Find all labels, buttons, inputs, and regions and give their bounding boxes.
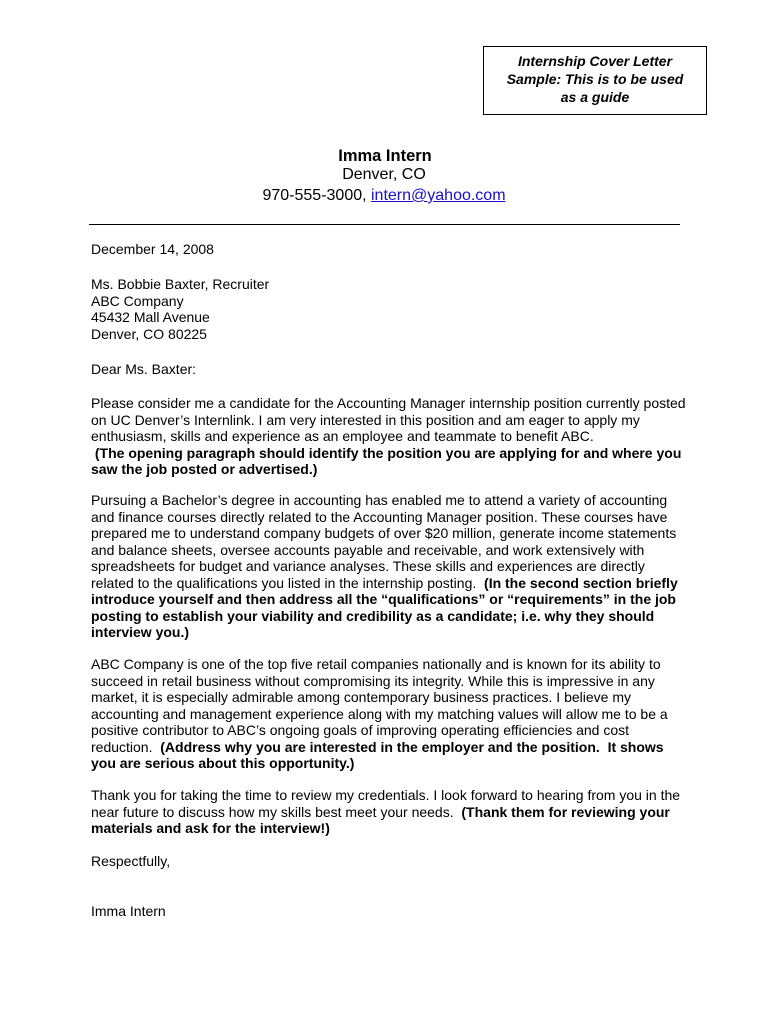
address-line: 45432 Mall Avenue <box>91 309 210 325</box>
paragraph-line: Pursuing a Bachelor’s degree in accounting has enabled me to attend a variety of accounting <box>91 492 668 508</box>
guidance-segment: (Thank them for reviewing your <box>461 803 670 820</box>
guidance-line: introduce yourself and then address all the “qualifications” or “requirements” in the job <box>91 591 676 607</box>
sender-name: Imma Intern <box>338 147 432 165</box>
plain-segment: reduction. <box>91 738 161 755</box>
paragraph-mixed-line <box>91 804 691 821</box>
paragraph-line: and finance courses directly related to the Accounting Manager position. These courses have <box>91 508 668 525</box>
letter-closing: Respectfully, <box>91 853 171 869</box>
guidance-segment: (Address why you are interested in the employer and the position. It shows <box>160 738 664 755</box>
paragraph-employer-interest <box>91 656 691 772</box>
letter-signature: Imma Intern <box>91 903 166 919</box>
guide-note-box <box>483 46 707 115</box>
paragraph-opening <box>91 395 691 478</box>
paragraph-line: market, it is especially admirable among contemporary business practices. I believe my <box>91 689 632 705</box>
paragraph-qualifications <box>91 492 691 641</box>
paragraph-line: positive contributor to ABC’s ongoing goals of improving operating efficiencies and cost <box>91 722 630 738</box>
guidance-line: you are serious about this opportunity.) <box>91 755 355 771</box>
paragraph-mixed-line <box>91 575 691 592</box>
recipient-address <box>91 276 691 342</box>
address-line: Ms. Bobbie Baxter, Recruiter <box>91 276 270 292</box>
sender-contact <box>0 187 768 205</box>
address-line: ABC Company <box>91 292 184 309</box>
paragraph-line: ABC Company is one of the top five retail companies nationally and is known for its ability to <box>91 656 661 672</box>
paragraph-line: enthusiasm, skills and experience as an employee and teammate to benefit ABC. <box>91 428 594 444</box>
paragraph-line: accounting and management experience along with my matching values will allow me to be a <box>91 705 668 722</box>
paragraph-line: and balance sheets, oversee accounts payable and receivable, and work extensively with <box>91 541 645 558</box>
paragraph-line: Please consider me a candidate for the Accounting Manager internship position currently posted <box>91 395 686 411</box>
guidance-line: materials and ask for the interview!) <box>91 820 330 836</box>
guidance-line: (The opening paragraph should identify the position you are applying for and where you <box>91 444 682 461</box>
plain-segment: related to the qualifications you listed in the internship posting. <box>91 574 485 591</box>
plain-segment: near future to discuss how my skills best meet your needs. <box>91 803 462 820</box>
paragraph-line: succeed in retail business without compromising its integrity. While this is impressive in any <box>91 672 655 689</box>
header-divider <box>89 224 680 225</box>
guidance-segment: (In the second section briefly <box>484 574 678 591</box>
guidance-line: interview you.) <box>91 624 190 640</box>
paragraph-line: Thank you for taking the time to review my credentials. I look forward to hearing from you in the <box>91 787 681 803</box>
sender-city: Denver, CO <box>342 166 426 183</box>
sender-email-link[interactable]: intern@yahoo.com <box>371 187 506 204</box>
guide-note-line-1: Internship Cover Letter <box>517 53 673 69</box>
guidance-line: posting to establish your viability and credibility as a candidate; i.e. why they should <box>91 607 655 624</box>
paragraph-line: prepared me to understand company budgets of over $20 million, generate income statements <box>91 525 677 541</box>
paragraph-mixed-line <box>91 739 691 756</box>
guidance-line: saw the job posted or advertised.) <box>91 461 318 477</box>
guide-note-line-2: Sample: This is to be used <box>506 71 684 87</box>
paragraph-thank-you <box>91 787 691 837</box>
address-line: Denver, CO 80225 <box>91 325 207 342</box>
letter-greeting: Dear Ms. Baxter: <box>91 361 197 377</box>
letter-date: December 14, 2008 <box>91 241 214 257</box>
guide-note-line-3: as a guide <box>560 89 630 105</box>
paragraph-line: spreadsheets for budget and variance analyses. These skills and experiences are directly <box>91 558 645 574</box>
sender-phone: 970-555-3000, <box>262 187 371 204</box>
paragraph-line: on UC Denver’s Internlink. I am very interested in this position and am eager to apply my <box>91 411 640 428</box>
